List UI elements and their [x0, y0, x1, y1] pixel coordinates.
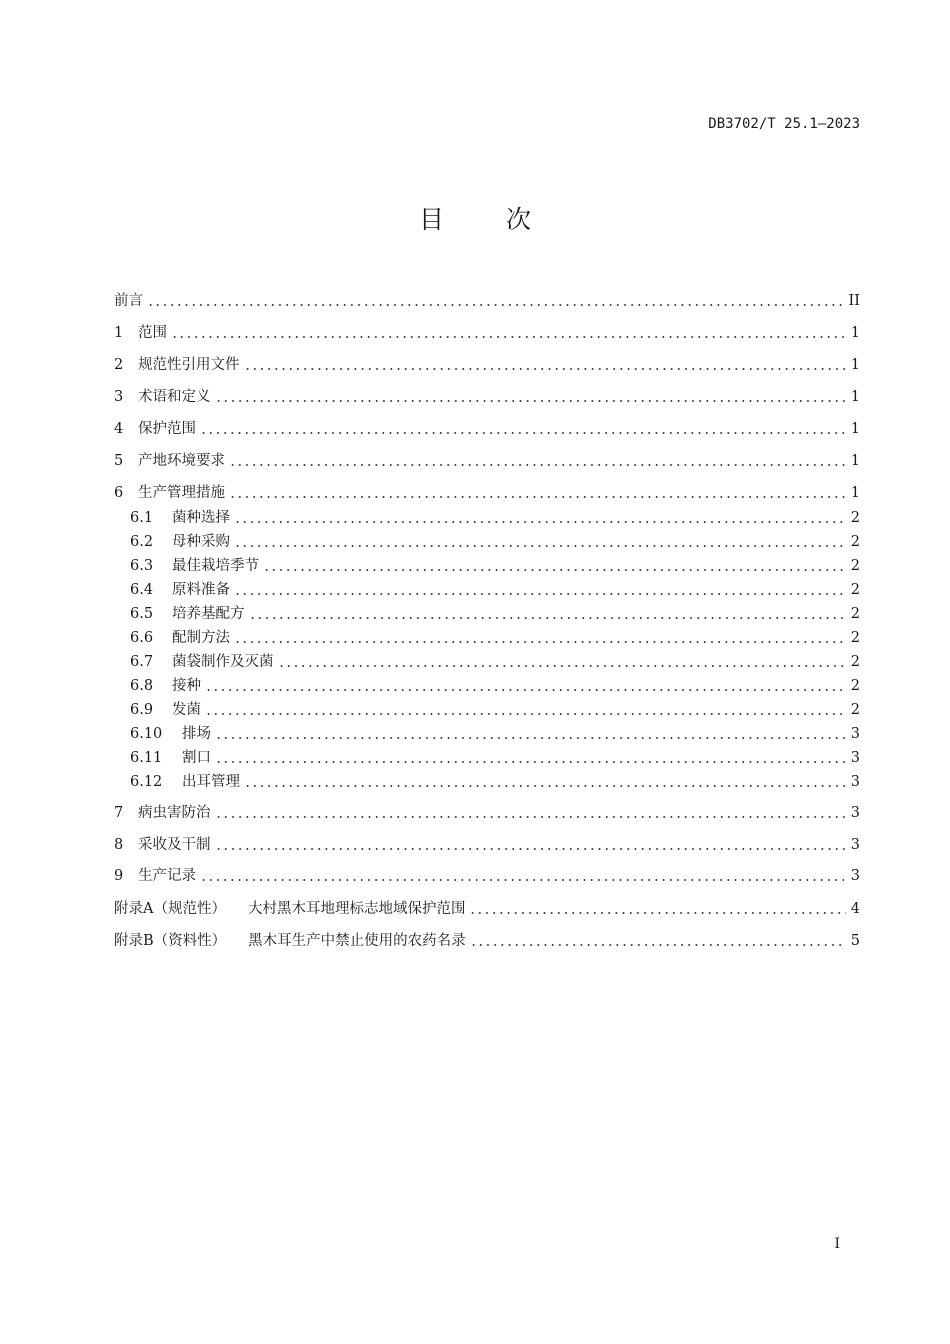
- toc-entry[interactable]: [130, 745, 860, 767]
- toc-entry-page: 2: [850, 606, 860, 622]
- toc-entry-number: 附录A（规范性）: [114, 901, 226, 917]
- toc-entry-label: 大村黑木耳地理标志地域保护范围: [247, 901, 466, 917]
- toc-entry-label: 黑木耳生产中禁止使用的农药名录: [248, 933, 466, 949]
- toc-entry-label: 原料准备: [172, 582, 230, 598]
- toc-entry-label: 采收及干制: [138, 837, 211, 853]
- toc-entry-page: 2: [850, 534, 860, 550]
- toc-entry-label: 范围: [138, 325, 167, 341]
- dot-leader: [205, 713, 846, 715]
- toc-entry-label: 割口: [182, 750, 211, 766]
- dot-leader: [469, 912, 846, 914]
- dot-leader: [244, 785, 846, 787]
- toc-entry-number: 6.12: [130, 774, 163, 790]
- toc-entry-number: 6.8: [130, 678, 154, 694]
- toc-entry[interactable]: [114, 416, 860, 438]
- toc-entry-label: 生产管理措施: [138, 485, 225, 501]
- toc-entry[interactable]: [130, 529, 860, 551]
- toc-entry-number: 2: [114, 357, 124, 373]
- toc-entry[interactable]: [130, 505, 860, 527]
- dot-leader: [215, 400, 847, 402]
- dot-leader: [278, 665, 847, 667]
- toc-title: 目次: [418, 205, 593, 234]
- toc-entry-page: 3: [850, 726, 860, 742]
- toc-entry[interactable]: [130, 697, 860, 719]
- toc-entry-label: 培养基配方: [172, 606, 245, 622]
- dot-leader: [205, 689, 846, 691]
- toc-entry-label: 最佳栽培季节: [172, 558, 259, 574]
- toc-entry[interactable]: [130, 649, 860, 671]
- toc-entry-page: 2: [850, 510, 860, 526]
- document-code: DB3702/T 25.1—2023: [708, 116, 860, 132]
- toc-entry-page: 2: [850, 630, 860, 646]
- toc-entry[interactable]: [114, 288, 860, 310]
- toc-entry-page: 2: [850, 678, 860, 694]
- toc-entry[interactable]: [114, 928, 860, 950]
- toc-entry[interactable]: [130, 577, 860, 599]
- toc-entry-number: 9: [114, 868, 124, 884]
- toc-entry-number: 1: [114, 325, 124, 341]
- toc-entry[interactable]: [114, 320, 860, 342]
- toc-entry-page: 2: [850, 702, 860, 718]
- toc-entry-page: 2: [850, 582, 860, 598]
- toc-entry[interactable]: [130, 721, 860, 743]
- toc-entry-label: 排场: [182, 726, 211, 742]
- toc-entry[interactable]: [130, 553, 860, 575]
- toc-entry-number: 6.5: [130, 606, 154, 622]
- toc-entry-number: 8: [114, 837, 124, 853]
- toc-entry[interactable]: [130, 769, 860, 791]
- toc-entry-number: 6: [114, 485, 124, 501]
- toc-entry-page: 3: [850, 837, 860, 853]
- toc-entry-page: 1: [850, 421, 860, 437]
- toc-entry-label: 母种采购: [172, 534, 230, 550]
- dot-leader: [229, 464, 846, 466]
- toc-entry-number: 附录B（资料性）: [114, 933, 227, 949]
- toc-entry-number: 6.3: [130, 558, 154, 574]
- toc-entry-label: 规范性引用文件: [138, 357, 240, 373]
- toc-entry-label: 发菌: [172, 702, 201, 718]
- toc-entry-label: 生产记录: [138, 868, 196, 884]
- toc-entry[interactable]: [114, 832, 860, 854]
- dot-leader: [234, 521, 846, 523]
- toc-entry-label: 病虫害防治: [138, 805, 211, 821]
- toc-entry-number: 6.10: [130, 726, 163, 742]
- dot-leader: [249, 617, 847, 619]
- toc-entry-number: 6.11: [130, 750, 163, 766]
- toc-entry[interactable]: [114, 448, 860, 470]
- dot-leader: [244, 368, 847, 370]
- toc-entry-number: 4: [114, 421, 124, 437]
- toc-entry-label: 前言: [114, 293, 143, 309]
- toc-entry-page: 3: [850, 805, 860, 821]
- toc-entry-page: 1: [850, 485, 860, 501]
- toc-entry-page: 1: [850, 453, 860, 469]
- toc-entry-page: 3: [850, 774, 860, 790]
- dot-leader: [234, 641, 846, 643]
- dot-leader: [215, 737, 846, 739]
- toc-entry-number: 6.1: [130, 510, 154, 526]
- toc-entry-page: 1: [850, 389, 860, 405]
- toc-entry-label: 菌袋制作及灭菌: [172, 654, 274, 670]
- toc-entry-page: 5: [850, 933, 860, 949]
- toc-entry[interactable]: [114, 384, 860, 406]
- toc-entry-label: 术语和定义: [138, 389, 211, 405]
- dot-leader: [171, 336, 846, 338]
- toc-entry-label: 接种: [172, 678, 201, 694]
- toc-entry-number: 6.2: [130, 534, 154, 550]
- toc-entry[interactable]: [130, 625, 860, 647]
- toc-entry-number: 3: [114, 389, 124, 405]
- toc-entry-number: 6.4: [130, 582, 154, 598]
- toc-entry-page: 2: [850, 654, 860, 670]
- toc-entry-label: 配制方法: [172, 630, 230, 646]
- toc-entry-number: 6.9: [130, 702, 154, 718]
- dot-leader: [234, 593, 846, 595]
- toc-entry-label: 菌种选择: [172, 510, 230, 526]
- toc-entry-number: 7: [114, 805, 124, 821]
- toc-entry[interactable]: [114, 863, 860, 885]
- dot-leader: [470, 944, 846, 946]
- toc-entry-page: 1: [850, 357, 860, 373]
- toc-entry[interactable]: [130, 673, 860, 695]
- toc-entry-page: II: [848, 293, 860, 309]
- toc-entry[interactable]: [130, 601, 860, 623]
- toc-entry-page: 1: [850, 325, 860, 341]
- dot-leader: [215, 816, 847, 818]
- toc-entry-number: 5: [114, 453, 124, 469]
- toc-entry-number: 6.6: [130, 630, 154, 646]
- dot-leader: [215, 848, 847, 850]
- toc-entry[interactable]: [114, 896, 860, 918]
- toc-entry-label: 产地环境要求: [138, 453, 225, 469]
- toc-entry-label: 出耳管理: [182, 774, 240, 790]
- toc-entry-page: 2: [850, 558, 860, 574]
- toc-entry-page: 3: [850, 868, 860, 884]
- dot-leader: [229, 496, 846, 498]
- toc-entry-label: 保护范围: [138, 421, 196, 437]
- toc-entry-number: 6.7: [130, 654, 154, 670]
- toc-entry[interactable]: [114, 800, 860, 822]
- dot-leader: [234, 545, 846, 547]
- dot-leader: [200, 432, 846, 434]
- dot-leader: [200, 879, 846, 881]
- page-number: I: [834, 1236, 840, 1252]
- toc-entry[interactable]: [114, 480, 860, 502]
- toc-entry-page: 4: [850, 901, 860, 917]
- dot-leader: [215, 761, 846, 763]
- dot-leader: [263, 569, 846, 571]
- toc-entry-page: 3: [850, 750, 860, 766]
- toc-entry[interactable]: [114, 352, 860, 374]
- dot-leader: [147, 304, 845, 306]
